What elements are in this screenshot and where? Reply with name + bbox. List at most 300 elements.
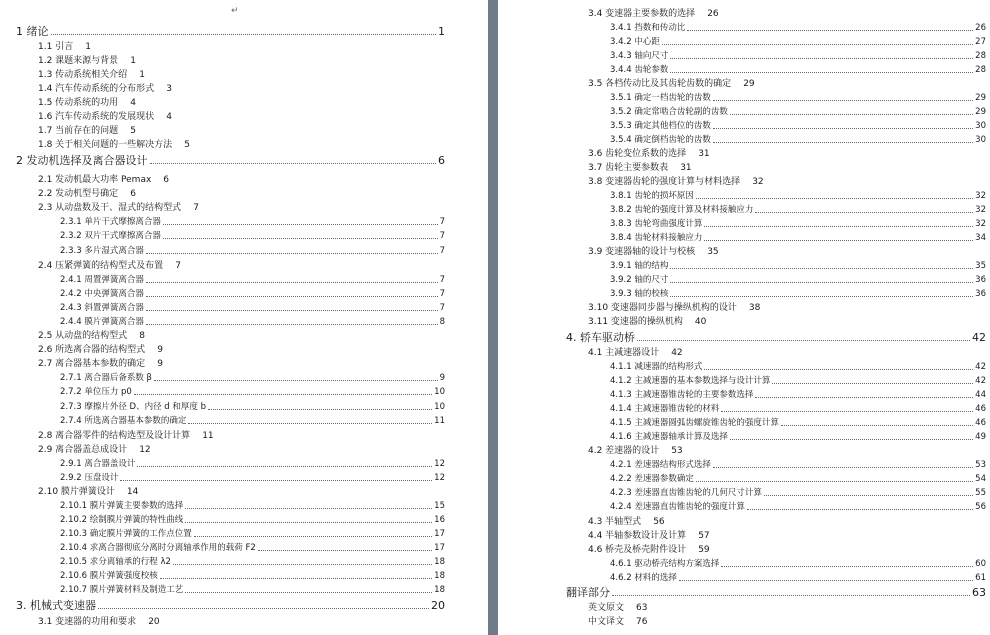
toc-page-number: 7 xyxy=(439,217,445,227)
toc-page-number: 1 xyxy=(438,25,445,38)
toc-entry[interactable] xyxy=(588,78,755,90)
toc-entry[interactable] xyxy=(610,288,986,300)
dot-leader xyxy=(154,380,438,381)
toc-entry-title: 翻译部分 xyxy=(566,586,610,599)
toc-page-number: 34 xyxy=(975,233,986,243)
toc-entry[interactable] xyxy=(38,69,145,81)
toc-entry-title: 2.4.4 膜片弹簧离合器 xyxy=(60,317,144,327)
toc-entry-title: 1.7 当前存在的问题 xyxy=(38,126,119,136)
toc-entry-title: 2.10.7 膜片弹簧材料及制造工艺 xyxy=(60,585,184,595)
toc-entry[interactable] xyxy=(38,55,136,67)
toc-entry-title: 3.5.2 确定常啮合齿轮副的齿数 xyxy=(610,107,728,117)
toc-page-number: 53 xyxy=(975,460,986,470)
toc-entry[interactable] xyxy=(588,246,719,258)
toc-entry-title: 2.10.2 绘制膜片弹簧的特性曲线 xyxy=(60,515,184,525)
toc-entry[interactable] xyxy=(60,245,445,257)
toc-entry-title: 1.5 传动系统的功用 xyxy=(38,98,119,108)
toc-page-number: 12 xyxy=(434,459,445,469)
toc-entry-title: 1.4 汽车传动系统的分布形式 xyxy=(38,84,155,94)
dot-leader xyxy=(208,409,432,410)
toc-entry-title: 2.5 从动盘的结构型式 xyxy=(38,331,128,341)
toc-entry[interactable] xyxy=(588,148,710,160)
toc-entry[interactable] xyxy=(610,190,986,202)
toc-page-number: 32 xyxy=(975,219,986,229)
toc-entry[interactable] xyxy=(38,125,136,137)
toc-entry[interactable] xyxy=(16,155,445,167)
toc-entry-title: 4.1.2 主减速器的基本参数选择与设计计算 xyxy=(610,376,771,386)
toc-page-number: 60 xyxy=(975,559,986,569)
toc-entry-title: 2.3.2 双片干式摩擦离合器 xyxy=(60,231,161,241)
page-gutter xyxy=(488,0,498,635)
toc-entry-title: 3.8.1 齿轮的损坏原因 xyxy=(610,191,694,201)
toc-entry-title: 3.4 变速器主要参数的选择 xyxy=(588,9,696,19)
dot-leader xyxy=(163,224,438,225)
toc-entry[interactable] xyxy=(610,50,986,62)
toc-entry[interactable] xyxy=(38,83,172,95)
toc-entry-title: 3.5.3 确定其他档位的齿数 xyxy=(610,121,711,131)
toc-page-number: 9 xyxy=(157,359,163,369)
toc-page-number: 4 xyxy=(130,98,136,108)
toc-entry[interactable] xyxy=(610,558,986,570)
dot-leader xyxy=(679,580,973,581)
toc-page-number: 10 xyxy=(434,387,445,397)
toc-page-number: 63 xyxy=(972,586,986,599)
toc-page-number: 46 xyxy=(975,418,986,428)
toc-entry-title: 2.4.1 周置弹簧离合器 xyxy=(60,275,144,285)
toc-entry[interactable] xyxy=(610,431,986,443)
dot-leader xyxy=(704,240,973,241)
toc-entry[interactable] xyxy=(38,97,136,109)
dot-leader xyxy=(713,128,973,129)
toc-entry-title: 2.6 所选离合器的结构型式 xyxy=(38,345,146,355)
toc-page-number: 4 xyxy=(166,112,172,122)
dot-leader xyxy=(146,253,438,254)
toc-entry[interactable] xyxy=(38,616,160,628)
toc-page-number: 7 xyxy=(439,246,445,256)
toc-entry[interactable] xyxy=(588,347,683,359)
toc-entry[interactable] xyxy=(610,232,986,244)
toc-page-number: 29 xyxy=(743,79,755,89)
dot-leader xyxy=(713,467,973,468)
toc-entry-title: 4.2.4 差速器直齿锥齿轮的强度计算 xyxy=(610,502,745,512)
toc-page-number: 8 xyxy=(139,331,145,341)
toc-entry[interactable] xyxy=(38,111,172,123)
toc-entry[interactable] xyxy=(588,302,760,314)
toc-entry-title: 4.2.1 差速器结构形式选择 xyxy=(610,460,711,470)
toc-entry[interactable] xyxy=(60,386,445,398)
toc-entry-title: 2.10.4 求离合器彻底分离时分离轴承作用的载荷 F2 xyxy=(60,543,256,553)
toc-entry-title: 2.3.3 多片湿式离合器 xyxy=(60,246,144,256)
toc-entry-title: 1 绪论 xyxy=(16,25,49,38)
toc-page-number: 46 xyxy=(975,404,986,414)
toc-entry-title: 3.4.1 挡数和传动比 xyxy=(610,23,686,33)
toc-page-number: 12 xyxy=(139,445,151,455)
toc-page-number: 7 xyxy=(439,289,445,299)
toc-page-number: 32 xyxy=(975,205,986,215)
toc-entry[interactable] xyxy=(610,501,986,513)
toc-entry-title: 2.4.3 斜置弹簧离合器 xyxy=(60,303,144,313)
toc-entry[interactable] xyxy=(38,174,169,186)
toc-entry[interactable] xyxy=(588,602,647,614)
toc-entry[interactable] xyxy=(38,330,145,342)
toc-entry[interactable] xyxy=(610,473,986,485)
dot-leader xyxy=(194,536,432,537)
toc-page-number: 6 xyxy=(130,189,136,199)
toc-page-number: 7 xyxy=(175,261,181,271)
toc-entry-title: 2.3.1 单片干式摩擦离合器 xyxy=(60,217,161,227)
toc-entry-title: 3.1 变速器的功用和要求 xyxy=(38,617,137,627)
toc-entry-title: 3.9.1 轴的结构 xyxy=(610,261,669,271)
dot-leader xyxy=(713,100,973,101)
toc-entry[interactable] xyxy=(588,530,710,542)
toc-entry[interactable] xyxy=(610,389,986,401)
toc-page-number: 56 xyxy=(653,517,665,527)
dot-leader xyxy=(730,439,973,440)
dot-leader xyxy=(258,550,432,551)
dot-leader xyxy=(637,340,970,341)
toc-page-number: 31 xyxy=(698,149,710,159)
toc-entry[interactable] xyxy=(588,8,719,20)
toc-entry[interactable] xyxy=(60,472,445,484)
toc-entry[interactable] xyxy=(60,230,445,242)
toc-entry-title: 2.3 从动盘数及干、湿式的结构型式 xyxy=(38,203,182,213)
toc-entry-title: 2.10 膜片弹簧设计 xyxy=(38,487,115,497)
toc-page-number: 3 xyxy=(166,84,172,94)
toc-page-number: 26 xyxy=(975,23,986,33)
toc-entry-title: 2.7 离合器基本参数的确定 xyxy=(38,359,146,369)
toc-entry-title: 3.8.4 齿轮材料接触应力 xyxy=(610,233,703,243)
toc-entry[interactable] xyxy=(588,516,665,528)
toc-page-number: 36 xyxy=(975,289,986,299)
toc-page-number: 32 xyxy=(752,177,764,187)
toc-entry[interactable] xyxy=(60,458,445,470)
dot-leader xyxy=(160,578,432,579)
toc-entry[interactable] xyxy=(610,274,986,286)
dot-leader xyxy=(185,592,432,593)
toc-entry[interactable] xyxy=(60,556,445,568)
toc-page-number: 59 xyxy=(698,545,710,555)
toc-entry[interactable] xyxy=(38,430,214,442)
toc-page-number: 42 xyxy=(972,331,986,344)
toc-page-number: 6 xyxy=(163,175,170,185)
toc-page-number: 38 xyxy=(748,303,761,313)
toc-entry-title: 2.10.6 膜片弹簧强度校核 xyxy=(60,571,158,581)
toc-entry-title: 3.7 齿轮主要参数表 xyxy=(588,163,669,173)
toc-entry[interactable] xyxy=(610,218,986,230)
toc-entry-title: 1.3 传动系统相关介绍 xyxy=(38,70,128,80)
dot-leader xyxy=(670,268,973,269)
toc-entry-title: 3.8.2 齿轮的强度计算及材料接触应力 xyxy=(610,205,754,215)
toc-entry[interactable] xyxy=(610,92,986,104)
toc-entry[interactable] xyxy=(38,486,138,498)
dot-leader xyxy=(747,509,973,510)
dot-leader xyxy=(696,481,973,482)
toc-page-number: 55 xyxy=(975,488,986,498)
paragraph-mark: ↵ xyxy=(231,6,239,16)
toc-entry[interactable] xyxy=(60,542,445,554)
toc-entry[interactable] xyxy=(60,316,445,328)
toc-entry-title: 3.6 齿轮变位系数的选择 xyxy=(588,149,687,159)
toc-entry-title: 2 发动机选择及离合器设计 xyxy=(16,154,148,167)
toc-entry[interactable] xyxy=(588,616,647,628)
toc-page-number: 7 xyxy=(193,203,199,213)
toc-entry[interactable] xyxy=(60,500,445,512)
toc-entry-title: 4.3 半轴型式 xyxy=(588,517,642,527)
toc-page-number: 56 xyxy=(975,502,986,512)
dot-leader xyxy=(51,34,437,35)
dot-leader xyxy=(98,608,429,609)
toc-page-number: 26 xyxy=(707,9,719,19)
toc-page-number: 27 xyxy=(975,37,986,47)
toc-entry-title: 3.9.2 轴的尺寸 xyxy=(610,275,669,285)
toc-entry-title: 2.10.5 求分离轴承的行程 λ2 xyxy=(60,557,171,567)
toc-page-number: 32 xyxy=(975,191,986,201)
toc-entry-title: 2.2 发动机型号确定 xyxy=(38,189,119,199)
toc-entry[interactable] xyxy=(38,41,91,53)
toc-entry[interactable] xyxy=(38,139,190,151)
toc-entry[interactable] xyxy=(38,358,163,370)
toc-entry[interactable] xyxy=(60,274,445,286)
toc-entry-title: 2.9.1 离合器盖设计 xyxy=(60,459,136,469)
toc-entry-title: 2.4.2 中央弹簧离合器 xyxy=(60,289,144,299)
dot-leader xyxy=(781,425,973,426)
toc-entry-title: 3.9 变速器轴的设计与校核 xyxy=(588,247,696,257)
toc-entry-title: 3.11 变速器的操纵机构 xyxy=(588,317,683,327)
toc-entry[interactable] xyxy=(610,487,986,499)
toc-entry[interactable] xyxy=(566,587,986,599)
toc-entry-title: 2.7.4 所选离合器基本参数的确定 xyxy=(60,416,187,426)
toc-entry-title: 4.1.4 主减速器锥齿轮的材料 xyxy=(610,404,720,414)
dot-leader xyxy=(670,72,973,73)
toc-entry[interactable] xyxy=(60,514,445,526)
dot-leader xyxy=(713,142,973,143)
toc-page-number: 9 xyxy=(157,345,163,355)
toc-page-number: 18 xyxy=(434,585,445,595)
dot-leader xyxy=(704,369,973,370)
toc-page-number: 29 xyxy=(975,93,986,103)
toc-page-number: 35 xyxy=(707,247,719,257)
toc-page-number: 10 xyxy=(434,402,445,412)
toc-entry[interactable] xyxy=(588,162,692,174)
toc-page-number: 36 xyxy=(975,275,986,285)
toc-entry[interactable] xyxy=(16,600,445,612)
toc-page-number: 42 xyxy=(975,376,986,386)
toc-entry[interactable] xyxy=(60,216,445,228)
toc-entry-title: 4.1.6 主减速器轴承计算及选择 xyxy=(610,432,728,442)
toc-entry[interactable] xyxy=(38,202,199,214)
toc-page-number: 1 xyxy=(139,70,145,80)
toc-entry-title: 中文译文 xyxy=(588,617,625,627)
toc-entry-title: 1.8 关于相关问题的一些解决方法 xyxy=(38,140,173,150)
toc-entry[interactable] xyxy=(566,332,986,344)
toc-entry-title: 2.10.3 确定膜片弹簧的工作点位置 xyxy=(60,529,192,539)
toc-entry-title: 3.9.3 轴的校核 xyxy=(610,289,669,299)
toc-entry[interactable] xyxy=(610,459,986,471)
toc-entry-title: 4.2 差速器的设计 xyxy=(588,446,660,456)
toc-page-number: 28 xyxy=(975,65,986,75)
dot-leader xyxy=(696,198,973,199)
toc-entry-title: 2.1 发动机最大功率 Pemax xyxy=(38,175,152,185)
dot-leader xyxy=(185,508,432,509)
toc-page-number: 29 xyxy=(975,107,986,117)
toc-entry-title: 3. 机械式变速器 xyxy=(16,599,96,612)
toc-page-number: 57 xyxy=(698,531,710,541)
dot-leader xyxy=(188,423,432,424)
toc-entry[interactable] xyxy=(60,570,445,582)
toc-page-number: 6 xyxy=(438,154,445,167)
toc-entry[interactable] xyxy=(38,260,181,272)
toc-page-number: 20 xyxy=(148,617,160,627)
toc-entry[interactable] xyxy=(610,204,986,216)
toc-page-number: 1 xyxy=(85,42,91,52)
toc-page-number: 44 xyxy=(975,390,986,400)
document-page-left[interactable] xyxy=(0,0,488,635)
toc-page-number: 20 xyxy=(431,599,445,612)
toc-page-number: 1 xyxy=(130,56,136,66)
toc-page-number: 5 xyxy=(130,126,136,136)
toc-page-number: 42 xyxy=(975,362,986,372)
toc-entry[interactable] xyxy=(610,36,986,48)
toc-entry[interactable] xyxy=(610,361,986,373)
toc-entry-title: 3.4.4 齿轮参数 xyxy=(610,65,669,75)
toc-entry-title: 3.10 变速器同步器与操纵机构的设计 xyxy=(588,303,737,313)
dot-leader xyxy=(150,163,437,164)
toc-page-number: 35 xyxy=(975,261,986,271)
toc-entry[interactable] xyxy=(60,372,445,384)
toc-entry-title: 4.4 半轴参数设计及计算 xyxy=(588,531,687,541)
toc-entry-title: 2.8 离合器零件的结构选型及设计计算 xyxy=(38,431,191,441)
dot-leader xyxy=(755,397,973,398)
toc-entry[interactable] xyxy=(38,344,163,356)
toc-page-number: 17 xyxy=(434,529,445,539)
toc-entry-title: 3.4.3 轴向尺寸 xyxy=(610,51,669,61)
toc-page-number: 30 xyxy=(975,135,986,145)
dot-leader xyxy=(146,310,438,311)
dot-leader xyxy=(612,595,970,596)
toc-page-number: 54 xyxy=(975,474,986,484)
toc-page-number: 31 xyxy=(680,163,692,173)
toc-entry-title: 4. 轿车驱动桥 xyxy=(566,331,635,344)
toc-entry[interactable] xyxy=(60,288,445,300)
toc-entry[interactable] xyxy=(588,176,764,188)
toc-entry-title: 2.7.1 离合器后备系数 β xyxy=(60,373,152,383)
toc-page-number: 15 xyxy=(434,501,445,511)
dot-leader xyxy=(185,522,432,523)
toc-entry-title: 4.1.1 减速器的结构形式 xyxy=(610,362,703,372)
toc-entry[interactable] xyxy=(610,22,986,34)
toc-page-number: 63 xyxy=(636,603,648,613)
toc-entry[interactable] xyxy=(60,415,445,427)
toc-entry[interactable] xyxy=(610,375,986,387)
toc-entry[interactable] xyxy=(38,188,136,200)
toc-page-number: 17 xyxy=(434,543,445,553)
toc-entry[interactable] xyxy=(610,260,986,272)
toc-page-number: 30 xyxy=(975,121,986,131)
toc-entry-title: 2.10.1 膜片弹簧主要参数的选择 xyxy=(60,501,184,511)
toc-page-number: 5 xyxy=(184,140,190,150)
toc-page-number: 40 xyxy=(694,317,707,327)
toc-entry[interactable] xyxy=(60,302,445,314)
dot-leader xyxy=(146,296,438,297)
toc-entry[interactable] xyxy=(38,444,151,456)
toc-entry[interactable] xyxy=(610,403,986,415)
toc-entry[interactable] xyxy=(610,120,986,132)
toc-entry-title: 3.5 各档传动比及其齿轮齿数的确定 xyxy=(588,79,732,89)
toc-page-number: 12 xyxy=(434,473,445,483)
toc-entry[interactable] xyxy=(60,401,445,413)
toc-entry-title: 4.6 桥壳及桥壳附件设计 xyxy=(588,545,687,555)
dot-leader xyxy=(704,226,973,227)
toc-entry-title: 英文原文 xyxy=(588,603,625,613)
dot-leader xyxy=(721,411,973,412)
dot-leader xyxy=(137,466,432,467)
toc-page-number: 76 xyxy=(636,617,648,627)
document-page-right[interactable] xyxy=(498,0,990,635)
toc-entry[interactable] xyxy=(588,445,683,457)
toc-page-number: 9 xyxy=(439,373,445,383)
toc-entry[interactable] xyxy=(16,26,445,38)
toc-page-number: 16 xyxy=(434,515,445,525)
toc-entry-title: 4.2.3 差速器直齿锥齿轮的几何尺寸计算 xyxy=(610,488,762,498)
toc-entry[interactable] xyxy=(610,572,986,584)
toc-entry[interactable] xyxy=(60,528,445,540)
toc-entry-title: 2.7.2 单位压力 p0 xyxy=(60,387,132,397)
dot-leader xyxy=(146,324,438,325)
toc-page-number: 49 xyxy=(975,432,986,442)
toc-entry-title: 2.9.2 压盘设计 xyxy=(60,473,119,483)
dot-leader xyxy=(687,30,973,31)
toc-entry-title: 1.6 汽车传动系统的发展现状 xyxy=(38,112,155,122)
toc-entry-title: 3.4.2 中心距 xyxy=(610,37,660,47)
dot-leader xyxy=(120,480,432,481)
dot-leader xyxy=(670,296,973,297)
toc-page-number: 18 xyxy=(434,557,445,567)
toc-entry[interactable] xyxy=(60,584,445,596)
toc-page-number: 8 xyxy=(439,317,445,327)
dot-leader xyxy=(146,282,438,283)
toc-page-number: 42 xyxy=(671,348,683,358)
toc-entry[interactable] xyxy=(610,64,986,76)
toc-page-number: 11 xyxy=(434,416,445,426)
toc-entry[interactable] xyxy=(588,544,710,556)
toc-entry[interactable] xyxy=(610,106,986,118)
toc-entry-title: 3.5.4 确定倒档齿轮的齿数 xyxy=(610,135,711,145)
dot-leader xyxy=(134,394,432,395)
dot-leader xyxy=(662,44,973,45)
dot-leader xyxy=(764,495,973,496)
toc-entry-title: 4.2.2 差速器参数确定 xyxy=(610,474,694,484)
toc-entry-title: 2.7.3 摩擦片外径 D、内径 d 和厚度 b xyxy=(60,402,206,412)
toc-entry[interactable] xyxy=(588,316,706,328)
toc-entry[interactable] xyxy=(610,134,986,146)
toc-entry-title: 3.5.1 确定一档齿轮的齿数 xyxy=(610,93,711,103)
dot-leader xyxy=(670,58,973,59)
dot-leader xyxy=(755,212,973,213)
toc-entry-title: 1.1 引言 xyxy=(38,42,74,52)
toc-entry-title: 4.6.2 材料的选择 xyxy=(610,573,677,583)
dot-leader xyxy=(163,238,438,239)
toc-entry[interactable] xyxy=(610,417,986,429)
toc-page-number: 7 xyxy=(439,303,445,313)
toc-page-number: 28 xyxy=(975,51,986,61)
toc-entry-title: 4.1.3 主减速器锥齿轮的主要参数选择 xyxy=(610,390,754,400)
toc-page-number: 7 xyxy=(439,275,445,285)
dot-leader xyxy=(173,564,432,565)
toc-entry-title: 1.2 课题来源与背景 xyxy=(38,56,119,66)
dot-leader xyxy=(721,566,973,567)
toc-entry-title: 4.1.5 主减速器圆弧齿螺旋锥齿轮的强度计算 xyxy=(610,418,779,428)
toc-page-number: 14 xyxy=(126,487,139,497)
